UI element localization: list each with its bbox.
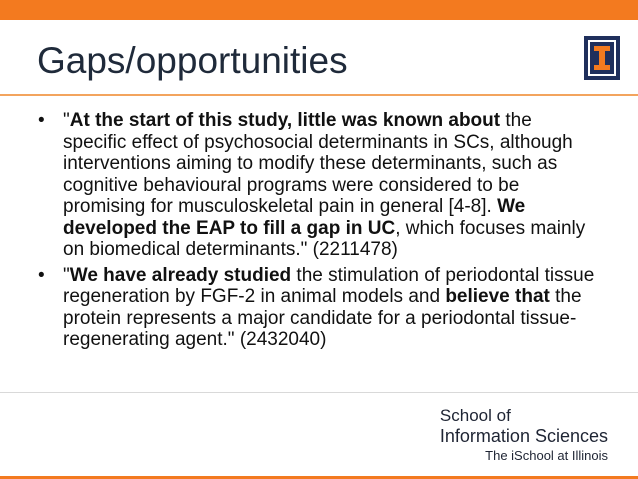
bold-phrase: We have already studied [69, 264, 292, 286]
body-text: , which focuses mainly on biomedical determinants." (2211478) [63, 217, 586, 260]
slide-body [38, 110, 598, 355]
body-text: the stimulation of periodontal tissue regeneration by FGF-2 in animal models and [63, 264, 595, 307]
bullet-item [38, 265, 598, 351]
quote-open: " [63, 110, 70, 131]
title-divider [0, 94, 638, 96]
illinois-block-i-logo [584, 36, 620, 80]
bold-phrase: At the start of this study, little was known about [69, 110, 501, 131]
footer-divider [0, 392, 638, 393]
footer-line-school: School of [439, 406, 511, 425]
body-text: the specific effect of psychosocial determinants in SCs, although interventions aiming to modify these determinants, such as cognitive behavioural programs were considered to be promising for musculoskeletal pain in general [4-8]. [63, 110, 573, 217]
slide-title: Gaps/opportunities [37, 40, 348, 81]
ischool-footer-logo [440, 406, 608, 465]
bold-phrase: We developed the EAP to fill a gap in UC [63, 196, 526, 239]
bullet-list [38, 110, 598, 351]
bold-phrase: believe that [445, 286, 550, 307]
bullet-marker: • [38, 110, 45, 131]
footer-line-ischool: The iSchool at Illinois [485, 448, 608, 463]
body-text: the protein represents a major candidate for a periodontal tissue-regenerating agent." (2432040) [63, 286, 582, 350]
footer-line-information-sciences: Information Sciences [439, 426, 608, 446]
bullet-item [38, 110, 598, 261]
top-accent-bar [0, 0, 638, 20]
bullet-marker: • [38, 264, 45, 286]
quote-open: " [63, 264, 70, 286]
